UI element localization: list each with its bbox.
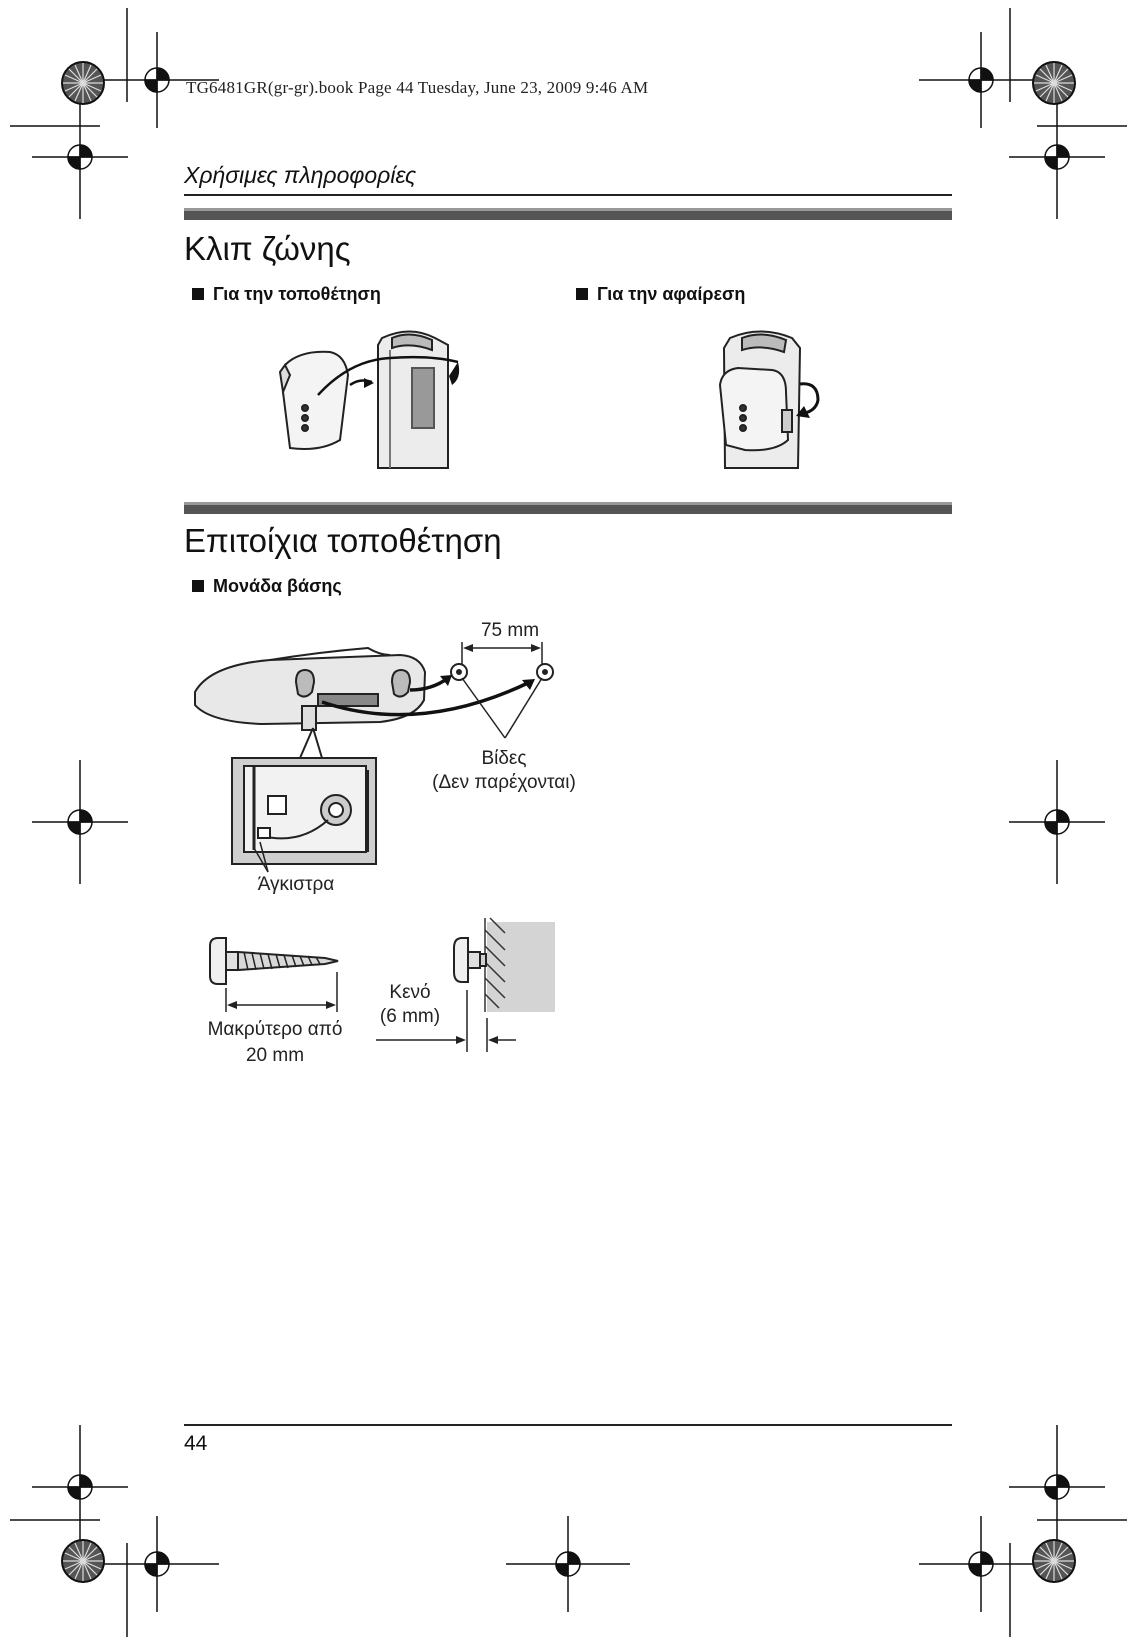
belt-clip-title: Κλιπ ζώνης [184,230,351,267]
screws-label: Βίδες [481,748,527,769]
attach-label: Για την τοποθέτηση [213,284,381,304]
hooks-label: Άγκιστρα [257,874,335,895]
page-number: 44 [184,1432,208,1455]
distance-label: 75 mm [480,620,540,641]
section-label: Χρήσιμες πληροφορίες [184,162,417,188]
length-value: 20 mm [245,1045,305,1066]
gap-value: (6 mm) [379,1006,441,1027]
footer-rule [184,1424,952,1426]
remove-label: Για την αφαίρεση [597,284,746,304]
wall-mount-title: Επιτοίχια τοποθέτηση [184,522,502,559]
length-label: Μακρύτερο από [207,1019,343,1040]
print-header: TG6481GR(gr-gr).book Page 44 Tuesday, June 23, 2009 9:46 AM [186,78,649,97]
gap-label: Κενό [389,982,431,1003]
screws-note: (Δεν παρέχονται) [432,772,576,793]
wall-icon [487,922,555,1012]
base-unit-label: Μονάδα βάσης [213,576,342,596]
